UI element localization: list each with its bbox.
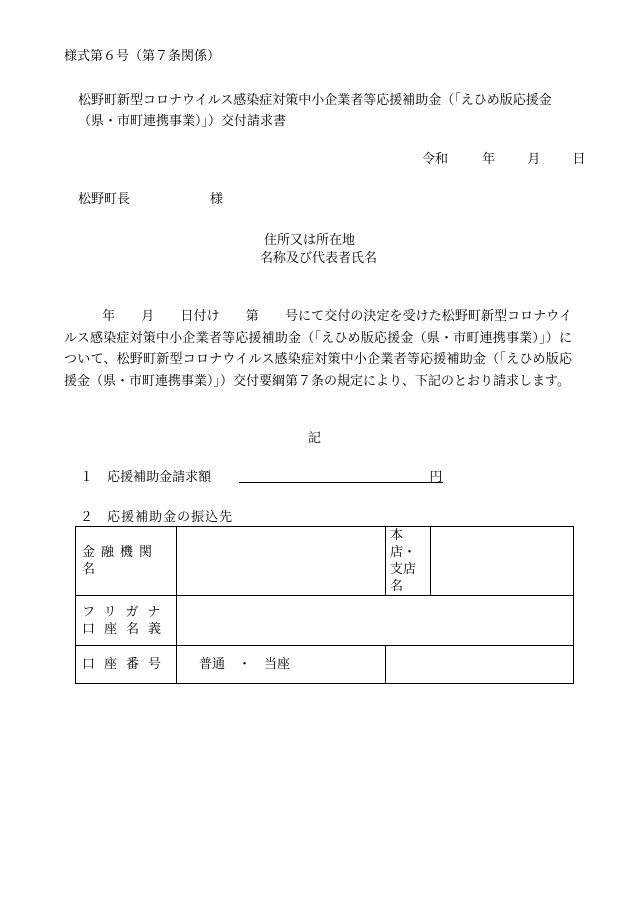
item2-number: ２ xyxy=(80,510,94,525)
branch-name-field[interactable] xyxy=(431,527,574,596)
account-number-field[interactable] xyxy=(386,646,574,684)
date-month: 月 xyxy=(527,152,541,167)
addressee-name: 松野町長 xyxy=(78,192,131,207)
branch-label-line1: 本店・ xyxy=(390,528,417,560)
yen-unit: 円 xyxy=(429,470,443,485)
item1-label: 応援補助金請求額 xyxy=(107,470,212,485)
bank-account-table xyxy=(75,526,574,684)
request-body-text xyxy=(64,306,572,392)
table-row xyxy=(76,596,574,646)
request-body-paragraph: 年 月 日付け 第 号にて交付の決定を受けた松野町新型コロナウイルス感染症対策中小企業者等応援補助金（「えひめ版応援金（県・市町連携事業）」）について、松野町新型コロナウイルス感染症対策中小企業者等応援補助金（「えひめ版応援金（県・市町連携事業）」）交付要綱第７条の規定により、下記のとおり請求します。 xyxy=(64,309,572,389)
account-holder-label xyxy=(76,596,177,646)
representative-name-label: 名称及び代表者氏名 xyxy=(260,251,378,266)
addressee-honorific: 様 xyxy=(210,192,224,207)
furigana-label: フリガナ xyxy=(82,604,170,620)
address-label: 住所又は所在地 xyxy=(264,233,356,248)
item2-label: 応援補助金の振込先 xyxy=(107,510,234,525)
branch-label xyxy=(386,527,431,596)
date-era: 令和 xyxy=(422,152,449,167)
account-holder-field[interactable] xyxy=(177,596,574,646)
account-number-label: 口座番号 xyxy=(76,646,177,684)
account-type-field[interactable]: 普通 ・ 当座 xyxy=(177,646,386,684)
transfer-destination-heading xyxy=(80,508,233,528)
account-name-label: 口座名義 xyxy=(82,621,171,637)
amount-input-line[interactable] xyxy=(239,468,443,483)
bank-name-label: 金融機関名 xyxy=(76,527,177,596)
table-row xyxy=(76,527,574,596)
bank-name-field[interactable] xyxy=(177,527,386,596)
item1-number: １ xyxy=(80,470,94,485)
date-line xyxy=(422,150,585,170)
request-amount-row xyxy=(80,468,442,488)
form-number: 様式第６号（第７条関係） xyxy=(64,49,221,64)
document-title: 松野町新型コロナウイルス感染症対策中小企業者等応援補助金（「えひめ版応援金（県・市町連携事業）」）交付請求書 xyxy=(78,93,552,129)
ki-heading: 記 xyxy=(308,431,322,446)
date-year: 年 xyxy=(482,152,496,167)
table-row xyxy=(76,646,574,684)
date-day: 日 xyxy=(572,152,586,167)
branch-label-line2: 支店名 xyxy=(390,562,417,594)
addressee xyxy=(78,190,223,210)
